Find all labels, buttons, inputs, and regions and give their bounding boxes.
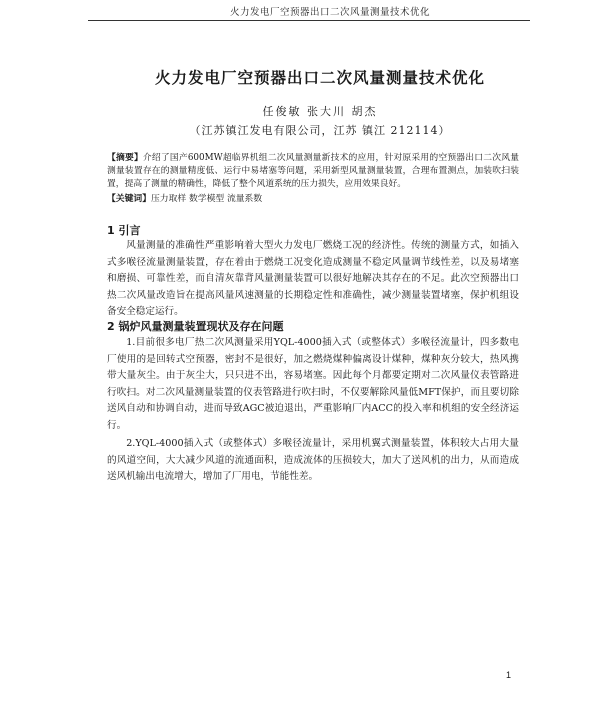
section-heading-intro: 1 引言: [107, 224, 141, 237]
paper-title: 火力发电厂空预器出口二次风量测量技术优化: [154, 69, 485, 87]
authors: 任俊敏 张大川 胡杰: [262, 105, 378, 118]
abstract-label: 【摘要】: [107, 153, 143, 163]
header-rule: [88, 20, 530, 21]
affiliation: （江苏镇江发电有限公司，江苏 镇江 212114）: [189, 124, 451, 137]
abstract-text: 介绍了国产600MW超临界机组二次风量测量新技术的应用，针对原采用的空预器出口二次风量测量装置存在的测量精度低、运行中易堵塞等问题，采用新型风量测量装置，合理布置测点，加装吹扫装置，提高了测量的精确性，降低了整个风道系统的压力损失，应用效果良好。: [107, 153, 519, 189]
section-heading-status: 2 锅炉风量测量装置现状及存在问题: [107, 320, 284, 333]
intro-paragraph: 风量测量的准确性严重影响着大型火力发电厂燃烧工况的经济性。传统的测量方式，如插入式多喉径流量测量装置，存在着由于燃烧工况变化造成测量不稳定风量调节线性差，以及易堵塞和磨损、可靠性差，而自清灰靠背风量测量装置可以很好地解决其存在的不足。此次空预器出口热二次风量改造旨在提高风量风速测量的长期稳定性和准确性，减少测量装置堵塞，保护机组设备安全稳定运行。: [107, 240, 519, 318]
running-head: 火力发电厂空预器出口二次风量测量技术优化: [229, 7, 430, 18]
keywords-text: 压力取样 数学模型 流量系数: [151, 194, 263, 204]
keywords: [107, 193, 519, 206]
status-paragraph-1: 1.目前很多电厂热二次风测量采用YQL-4000插入式（或整体式）多喉径流量计，四多数电厂使用的是回转式空预器，密封不是很好，加之燃烧煤种偏离设计煤种，煤种灰分较大，热风携带大量灰尘。由于灰尘大，只只进不出，容易堵塞。因此每个月都要定期对二次风量仪表管路进行吹扫。对二次风量测量装置的仪表管路进行吹扫时，不仅要解除风量低MFT保护，而且要切除送风自动和协调自动，进而导致AGC被迫退出，严重影响厂内ACC的投入率和机组的安全经济运行。: [107, 337, 519, 431]
page-number: 1: [506, 670, 512, 680]
status-paragraph-2: 2.YQL-4000插入式（或整体式）多喉径流量计，采用机翼式测量装置，体积较大占用大量的风道空间，大大减少风道的流通面积，造成流体的压损较大，加大了送风机的出力，从而造成送风机输出电流增大，增加了厂用电，节能性差。: [107, 438, 519, 483]
abstract: [107, 152, 519, 191]
keywords-label: 【关键词】: [107, 194, 151, 204]
